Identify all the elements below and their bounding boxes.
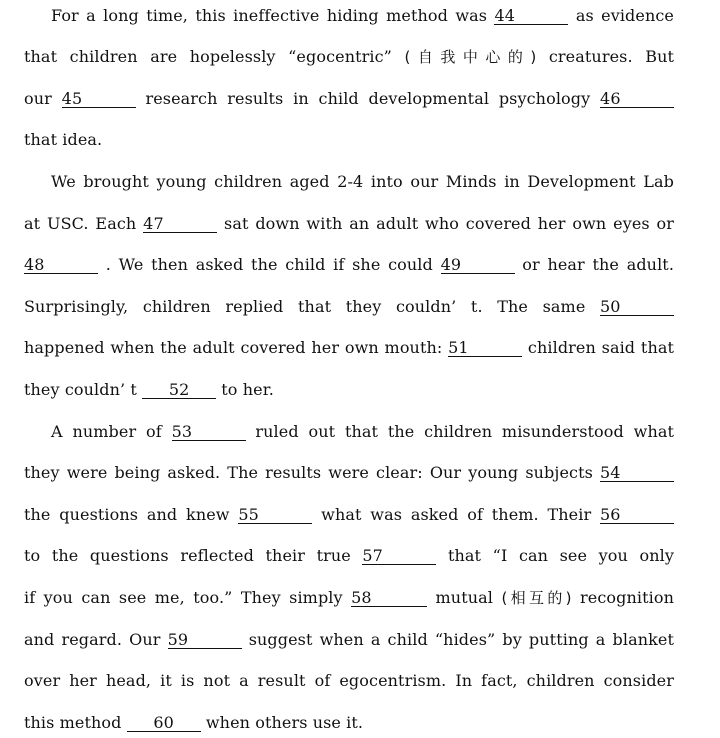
text-run: recognition xyxy=(580,588,675,607)
paragraph-3-line-4 xyxy=(24,546,674,566)
text-run: We brought young children aged 2-4 into our Minds in Development Lab xyxy=(51,172,674,191)
text-run: the questions and knew xyxy=(24,505,230,524)
text-run: to her. xyxy=(221,380,274,399)
blank-48[interactable]: 48 xyxy=(24,256,98,274)
text-run: For a long time, this ineffective hiding method was xyxy=(51,6,488,25)
text-run: they were being asked. The results were clear: Our young subjects xyxy=(24,463,593,482)
blank-57[interactable]: 57 xyxy=(362,547,436,565)
text-run: our xyxy=(24,89,52,108)
text-run: if you can see me, too.” They simply xyxy=(24,588,343,607)
paragraph-1-line-3 xyxy=(24,89,674,109)
paragraph-1-line-1 xyxy=(51,6,674,26)
blank-49[interactable]: 49 xyxy=(441,256,515,274)
blank-54[interactable]: 54 xyxy=(600,464,674,482)
blank-59[interactable]: 59 xyxy=(168,631,242,649)
paragraph-3-line-2 xyxy=(24,463,674,483)
text-run: or hear the adult. xyxy=(522,255,675,274)
text-run: mutual xyxy=(435,588,493,607)
blank-52[interactable]: 52 xyxy=(142,381,216,399)
paragraph-2-line-4 xyxy=(24,297,674,317)
text-run: sat down with an adult who covered her own eyes or xyxy=(224,214,675,233)
paragraph-2-line-5 xyxy=(24,338,674,358)
text-run: when others use it. xyxy=(205,713,364,732)
blank-50[interactable]: 50 xyxy=(600,298,674,316)
text-run: as evidence xyxy=(575,6,674,25)
text-run: that “I can see you only xyxy=(447,546,674,565)
blank-45[interactable]: 45 xyxy=(62,90,136,108)
blank-55[interactable]: 55 xyxy=(238,506,312,524)
text-run: what was asked of them. Their xyxy=(321,505,592,524)
blank-56[interactable]: 56 xyxy=(600,506,674,524)
text-run: suggest when a child “hides” by putting a blanket xyxy=(248,630,675,649)
paragraph-3-line-1 xyxy=(51,422,674,442)
paragraph-2-line-6 xyxy=(24,380,274,400)
text-run: creatures. But xyxy=(548,47,675,66)
chinese-gloss: (自我中心的) xyxy=(404,48,537,66)
text-run: . We then asked the child if she could xyxy=(105,255,433,274)
paragraph-1-line-4 xyxy=(24,130,102,150)
paragraph-2-line-1 xyxy=(51,172,674,192)
paragraph-2-line-2 xyxy=(24,214,674,234)
text-run: this method xyxy=(24,713,122,732)
text-run: Surprisingly, children replied that they couldn’ t. The same xyxy=(24,297,586,316)
blank-47[interactable]: 47 xyxy=(143,215,217,233)
text-run: they couldn’ t xyxy=(24,380,137,399)
text-run: at USC. Each xyxy=(24,214,137,233)
blank-51[interactable]: 51 xyxy=(448,339,522,357)
blank-46[interactable]: 46 xyxy=(600,90,674,108)
text-run: A number of xyxy=(51,422,162,441)
blank-44[interactable]: 44 xyxy=(494,7,568,25)
paragraph-3-line-6 xyxy=(24,630,674,650)
text-run: that idea. xyxy=(24,130,103,149)
blank-60[interactable]: 60 xyxy=(127,714,201,732)
paragraph-3-line-7 xyxy=(24,671,674,691)
text-run: happened when the adult covered her own mouth: xyxy=(24,338,443,357)
text-run: to the questions reflected their true xyxy=(24,546,351,565)
paragraph-3-line-3 xyxy=(24,505,674,525)
text-run: research results in child developmental psychology xyxy=(145,89,591,108)
text-run: ruled out that the children misunderstood what xyxy=(255,422,675,441)
text-run: over her head, it is not a result of egocentrism. In fact, children consider xyxy=(24,671,674,690)
paragraph-3-line-5 xyxy=(24,588,674,608)
chinese-gloss: (相互的) xyxy=(501,589,572,607)
text-run: that children are hopelessly “egocentric” xyxy=(24,47,392,66)
paragraph-1-line-2 xyxy=(24,47,674,67)
blank-58[interactable]: 58 xyxy=(351,589,427,607)
text-run: children said that xyxy=(527,338,675,357)
paragraph-3-line-8 xyxy=(24,713,363,733)
text-run: and regard. Our xyxy=(24,630,161,649)
paragraph-2-line-3 xyxy=(24,255,674,275)
blank-53[interactable]: 53 xyxy=(172,423,246,441)
